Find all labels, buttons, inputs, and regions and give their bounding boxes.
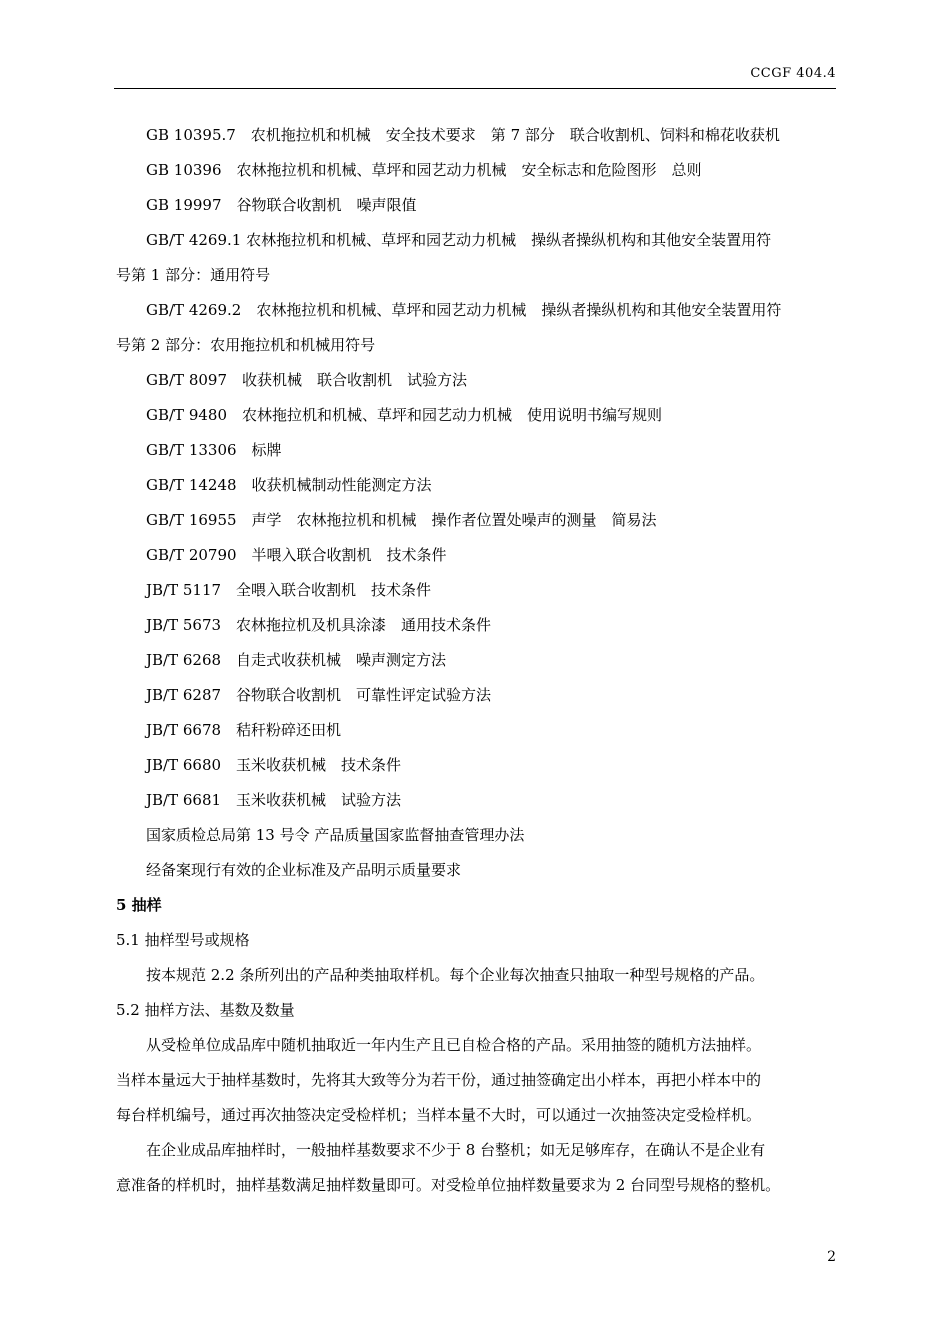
section-heading-sampling: 5 抽样 [116,896,162,914]
paragraph-5-2-line: 在企业成品库抽样时，一般抽样基数要求不少于 8 台整机；如无足够库存，在确认不是企业有 [146,1141,766,1159]
reference-item: 经备案现行有效的企业标准及产品明示质量要求 [146,861,462,879]
reference-item-continuation: 号第 1 部分：通用符号 [116,266,271,284]
reference-item-continuation: 号第 2 部分：农用拖拉机和机械用符号 [116,336,376,354]
reference-item: JB/T 5673 农林拖拉机及机具涂漆 通用技术条件 [146,616,492,634]
reference-item: GB/T 20790 半喂入联合收割机 技术条件 [146,546,447,564]
reference-item: JB/T 6681 玉米收获机械 试验方法 [146,791,402,809]
reference-item: GB 19997 谷物联合收割机 噪声限值 [146,196,417,214]
paragraph-5-1: 按本规范 2.2 条所列出的产品种类抽取样机。每个企业每次抽查只抽取一种型号规格的产品。 [146,966,765,984]
reference-item: JB/T 6287 谷物联合收割机 可靠性评定试验方法 [146,686,492,704]
reference-item: JB/T 5117 全喂入联合收割机 技术条件 [146,581,432,599]
paragraph-5-2-line: 从受检单位成品库中随机抽取近一年内生产且已自检合格的产品。采用抽签的随机方法抽样。 [146,1036,762,1054]
subsection-heading-5-2: 5.2 抽样方法、基数及数量 [116,1001,295,1019]
reference-item: JB/T 6268 自走式收获机械 噪声测定方法 [146,651,447,669]
paragraph-5-2-line: 意准备的样机时，抽样基数满足抽样数量即可。对受检单位抽样数量要求为 2 台同型号规格的整机。 [116,1176,781,1194]
document-code: CCGF 404.4 [750,66,836,81]
reference-item: 国家质检总局第 13 号令 产品质量国家监督抽查管理办法 [146,826,525,844]
reference-item: GB/T 8097 收获机械 联合收割机 试验方法 [146,371,468,389]
reference-item: GB/T 13306 标牌 [146,441,282,459]
subsection-heading-5-1: 5.1 抽样型号或规格 [116,931,250,949]
reference-item: JB/T 6678 秸秆粉碎还田机 [146,721,342,739]
reference-item: GB 10395.7 农机拖拉机和机械 安全技术要求 第 7 部分 联合收割机、饲料和棉花收获机 [146,126,780,144]
page-number: 2 [827,1249,836,1265]
paragraph-5-2-line: 当样本量远大于抽样基数时，先将其大致等分为若干份，通过抽签确定出小样本，再把小样本中的 [116,1071,762,1089]
reference-item: GB/T 4269.1 农林拖拉机和机械、草坪和园艺动力机械 操纵者操纵机构和其他安全装置用符 [146,231,772,249]
reference-item: GB 10396 农林拖拉机和机械、草坪和园艺动力机械 安全标志和危险图形 总则 [146,161,702,179]
reference-item: JB/T 6680 玉米收获机械 技术条件 [146,756,402,774]
reference-item: GB/T 14248 收获机械制动性能测定方法 [146,476,432,494]
page-body [116,123,838,1208]
reference-item: GB/T 9480 农林拖拉机和机械、草坪和园艺动力机械 使用说明书编写规则 [146,406,663,424]
header-rule [114,88,836,89]
reference-item: GB/T 4269.2 农林拖拉机和机械、草坪和园艺动力机械 操纵者操纵机构和其他安全装置用符 [146,301,782,319]
reference-item: GB/T 16955 声学 农林拖拉机和机械 操作者位置处噪声的测量 简易法 [146,511,657,529]
paragraph-5-2-line: 每台样机编号，通过再次抽签决定受检样机；当样本量不大时，可以通过一次抽签决定受检样机。 [116,1106,762,1124]
